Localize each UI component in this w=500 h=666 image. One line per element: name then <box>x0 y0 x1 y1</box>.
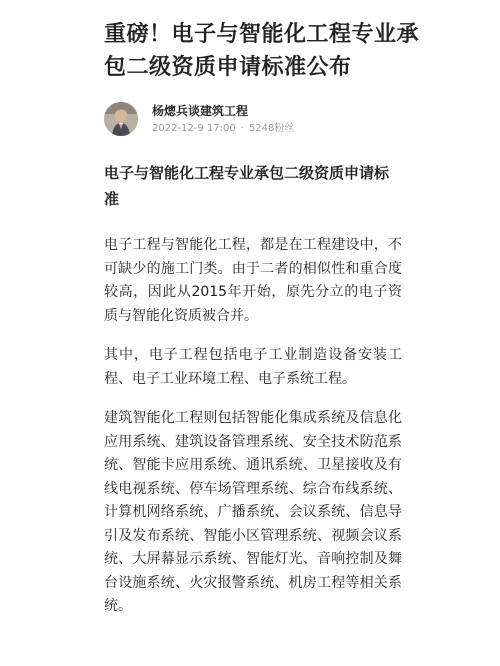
author-meta <box>152 122 294 136</box>
author-avatar[interactable] <box>104 102 138 136</box>
author-name[interactable]: 杨熜兵谈建筑工程 <box>152 104 249 118</box>
article-subtitle: 电子与智能化工程专业承包二级资质申请标准 <box>104 164 390 208</box>
article-title: 重磅！电子与智能化工程专业承包二级资质申请标准公布 <box>104 22 420 80</box>
article-body <box>104 160 402 635</box>
article-paragraph-3: 建筑智能化工程则包括智能化集成系统及信息化应用系统、建筑设备管理系统、安全技术防范系统、智能卡应用系统、通讯系统、卫星接收及有线电视系统、停车场管理系统、综合布线系统、计算机网络系统、广播系统、会议系统、信息导引及发布系统、智能小区管理系统、视频会议系统、大屏幕显示系统、智能灯光、音响控制及舞台设施系统、火灾报警系统、机房工程等相关系统。 <box>104 410 402 614</box>
publish-date: 2022-12-9 17:00 <box>152 123 236 134</box>
article-paragraph-2: 其中，电子工程包括电子工业制造设备安装工程、电子工业环境工程、电子系统工程。 <box>104 347 402 387</box>
article-paragraph-1: 电子工程与智能化工程，都是在工程建设中，不可缺少的施工门类。由于二者的相似性和重合度较高，因此从2015年开始，原先分立的电子资质与智能化资质被合并。 <box>104 237 402 324</box>
author-info <box>104 102 434 142</box>
meta-separator: · <box>240 123 244 134</box>
avatar-image <box>104 102 138 136</box>
follower-count: 5248粉丝 <box>248 123 295 134</box>
